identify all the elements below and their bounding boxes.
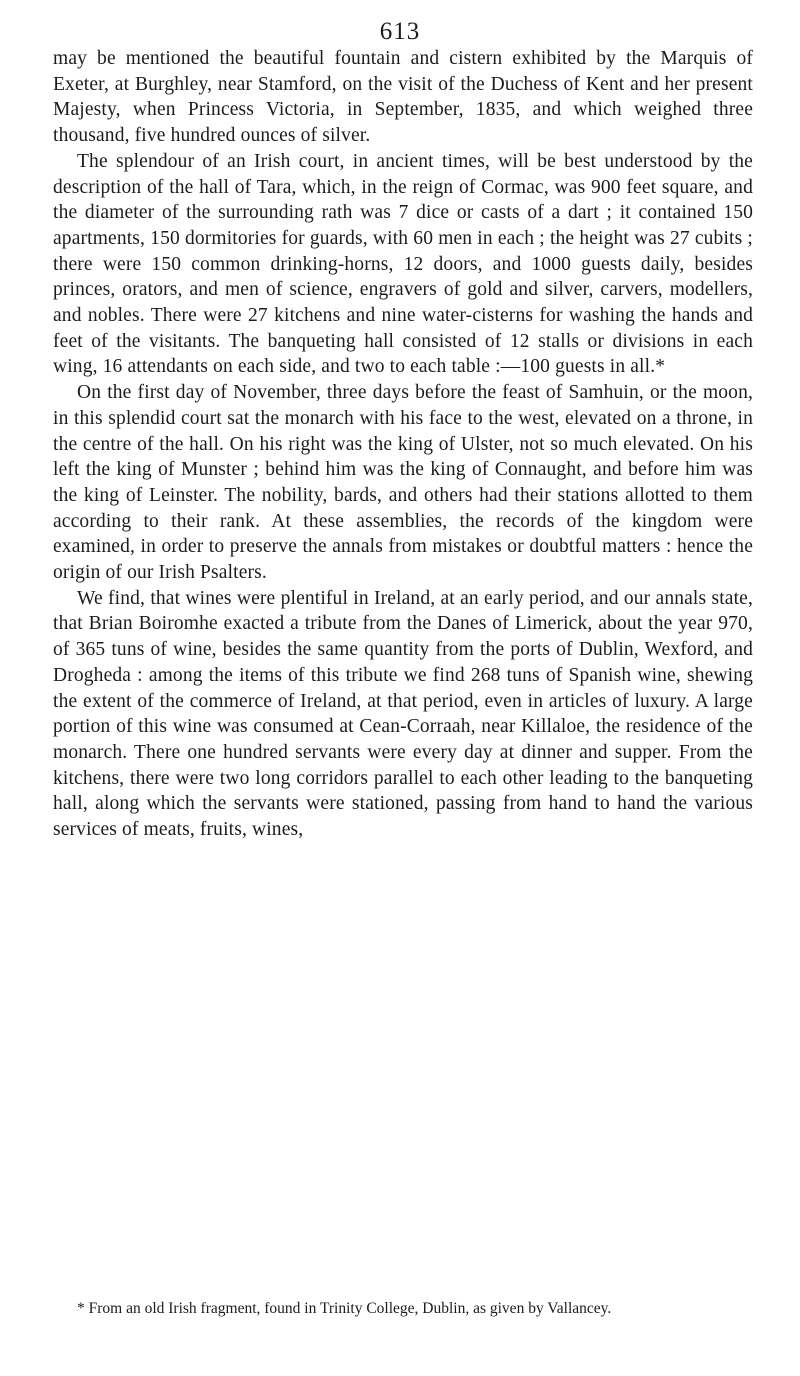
paragraph: On the first day of November, three days before the feast of Samhuin, or the moon, in this splendid court sat the monarch with his face to the west, elevated on a throne, in the centre of the hall. On his right was the king of Ulster, not so much elevated. On his left the king of Munster ; behind him was the king of Connaught, and before him was the king of Leinster. The nobility, bards, and others had their stations allotted to them according to their rank. At these assemblies, the records of the kingdom were examined, in order to preserve the annals from mistakes or doubtful matters : hence the origin of our Irish Psalters. (53, 382, 753, 584)
footnote-text: * From an old Irish fragment, found in Trinity College, Dublin, as given by Vallancey. (77, 1300, 612, 1317)
paragraph: We find, that wines were plentiful in Ireland, at an early period, and our annals state, that Brian Boiromhe exacted a tribute from the Danes of Limerick, about the year 970, of 365 tuns of wine, besides the same quantity from the ports of Dublin, Wexford, and Drogheda : among the items of this tribute we find 268 tuns of Spanish wine, shewing the extent of the commerce of Ireland, at that period, even in articles of luxury. A large portion of this wine was consumed at Cean-Corraah, near Killaloe, the residence of the monarch. There one hundred servants were every day at dinner and supper. From the kitchens, there were two long corridors parallel to each other leading to the banqueting hall, along which the servants were stationed, passing from hand to hand the various services of meats, fruits, wines, (53, 587, 753, 841)
page-number: 613 (379, 18, 421, 45)
body-text (53, 46, 753, 843)
paragraph: The splendour of an Irish court, in ancient times, will be best understood by the description of the hall of Tara, which, in the reign of Cormac, was 900 feet square, and the diameter of the surrounding rath was 7 dice or casts of a dart ; it contained 150 apartments, 150 dormitories for guards, with 60 men in each ; the height was 27 cubits ; there were 150 common drinking-horns, 12 doors, and 1000 guests daily, besides princes, orators, and men of science, engravers of gold and silver, carvers, modellers, and nobles. There were 27 kitchens and nine water-cisterns for washing the hands and feet of the visitants. The banqueting hall consisted of 12 stalls or divisions in each wing, 16 attendants on each side, and two to each table :—100 guests in all.* (53, 150, 753, 378)
footnote (53, 1298, 753, 1320)
paragraph: may be mentioned the beautiful fountain and cistern exhibited by the Marquis of Exeter, at Burghley, near Stamford, on the visit of the Duchess of Kent and her present Majesty, when Princess Victoria, in September, 1835, and which weighed three thousand, five hundred ounces of silver. (53, 48, 753, 147)
